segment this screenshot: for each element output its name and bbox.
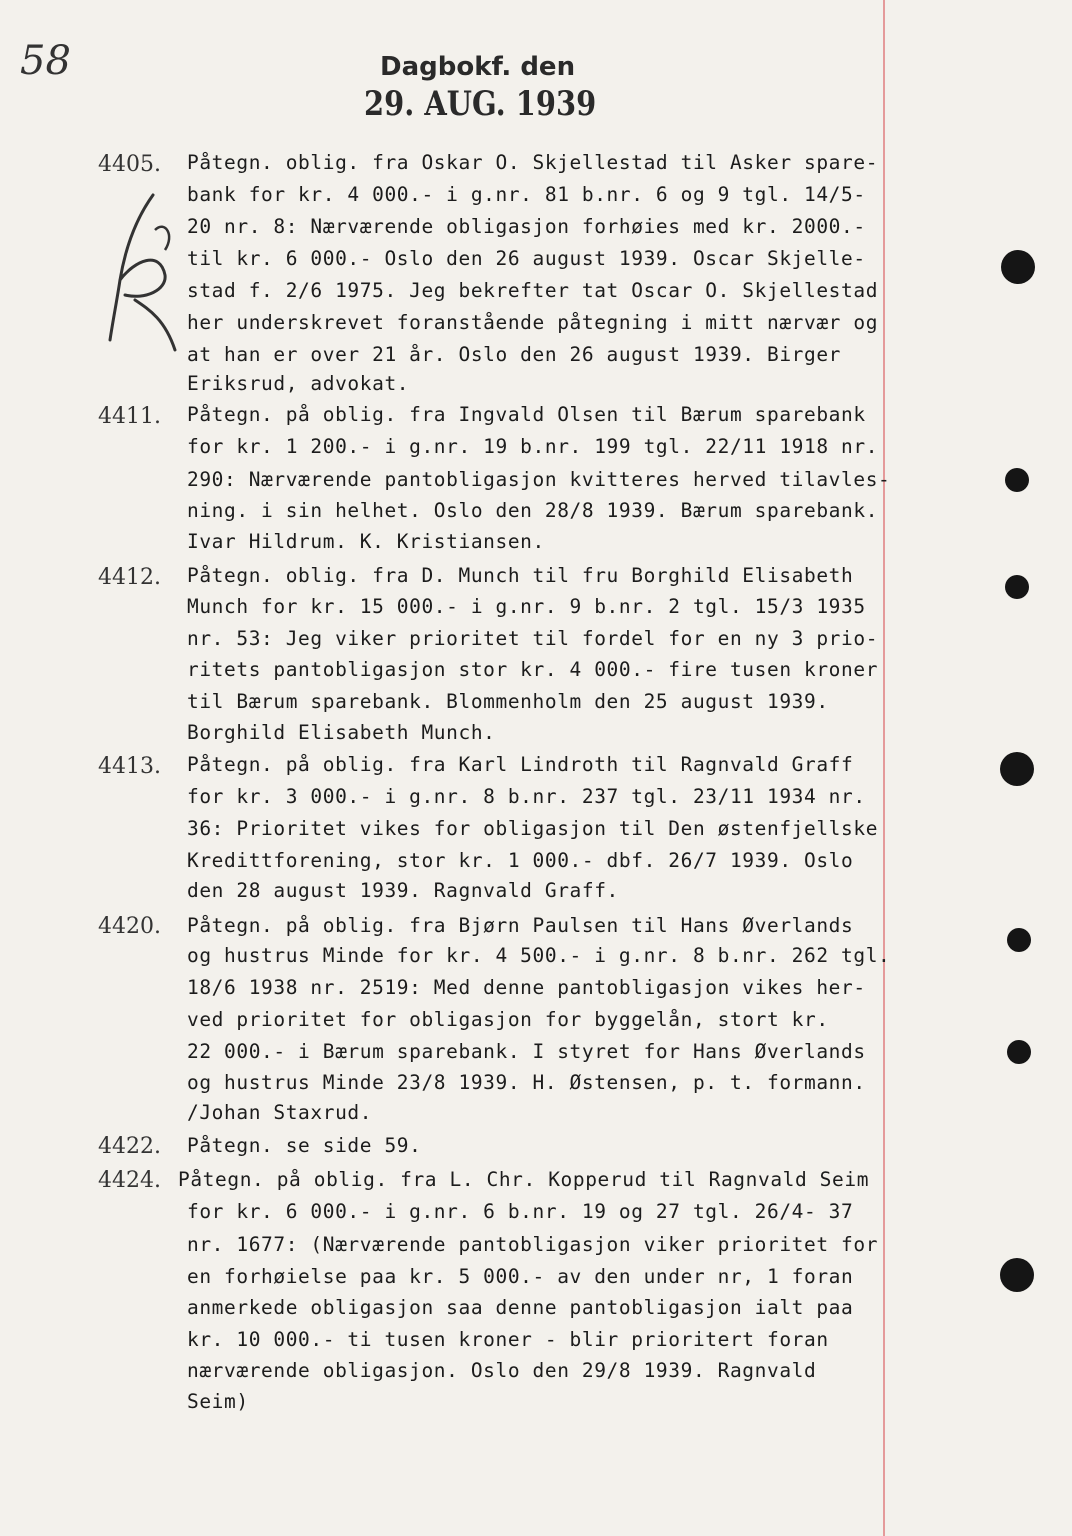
entry-line: nr. 1677: (Nærværende pantobligasjon viker prioritet for	[187, 1233, 879, 1256]
entry-line: Påtegn. på oblig. fra Karl Lindroth til Ragnvald Graff	[187, 753, 854, 776]
entry-line: Påtegn. på oblig. fra Bjørn Paulsen til Hans Øverlands	[187, 914, 854, 937]
entry-line: stad f. 2/6 1975. Jeg bekrefter tat Oscar O. Skjellestad	[187, 279, 879, 302]
entry-number: 4411.	[98, 404, 161, 429]
entry-line: Eriksrud, advokat.	[187, 372, 410, 395]
entry-line: og hustrus Minde for kr. 4 500.- i g.nr. 8 b.nr. 262 tgl.	[187, 944, 891, 967]
entry-line: bank for kr. 4 000.- i g.nr. 81 b.nr. 6 og 9 tgl. 14/5-	[187, 183, 866, 206]
entry-line: Borghild Elisabeth Munch.	[187, 721, 496, 744]
date-stamp-label: Dagbokf. den	[380, 52, 576, 82]
entry-line: Påtegn. på oblig. fra L. Chr. Kopperud til Ragnvald Seim	[178, 1168, 870, 1191]
entry-number: 4413.	[98, 754, 161, 779]
entry-line: en forhøielse paa kr. 5 000.- av den under nr, 1 foran	[187, 1265, 854, 1288]
entry-line: ved prioritet for obligasjon for byggelån, stort kr.	[187, 1008, 829, 1031]
entry-line: ning. i sin helhet. Oslo den 28/8 1939. Bærum sparebank.	[187, 499, 879, 522]
entry-line: nærværende obligasjon. Oslo den 29/8 1939. Ragnvald	[187, 1359, 817, 1382]
entry-line: for kr. 3 000.- i g.nr. 8 b.nr. 237 tgl. 23/11 1934 nr.	[187, 785, 866, 808]
entry-line: 290: Nærværende pantobligasjon kvitteres herved tilavles-	[187, 468, 891, 491]
entry-number: 4422.	[98, 1134, 161, 1159]
entry-line: at han er over 21 år. Oslo den 26 august 1939. Birger	[187, 343, 842, 366]
entry-number: 4420.	[98, 914, 161, 939]
entry-line: her underskrevet foranstående påtegning i mitt nærvær og	[187, 311, 879, 334]
page-number: 58	[20, 38, 71, 84]
entry-line: Kredittforening, stor kr. 1 000.- dbf. 26/7 1939. Oslo	[187, 849, 854, 872]
entry-number: 4424.	[98, 1168, 161, 1193]
entry-line: Påtegn. på oblig. fra Ingvald Olsen til Bærum sparebank	[187, 403, 866, 426]
date-stamp-date: 29. AUG. 1939	[364, 84, 597, 124]
entry-number: 4412.	[98, 565, 161, 590]
entry-line: Påtegn. oblig. fra D. Munch til fru Borghild Elisabeth	[187, 564, 854, 587]
entry-line: ritets pantobligasjon stor kr. 4 000.- fire tusen kroner	[187, 658, 879, 681]
entry-line: den 28 august 1939. Ragnvald Graff.	[187, 879, 619, 902]
entry-line: Munch for kr. 15 000.- i g.nr. 9 b.nr. 2 tgl. 15/3 1935	[187, 595, 866, 618]
entry-line: til Bærum sparebank. Blommenholm den 25 august 1939.	[187, 690, 829, 713]
entry-line: 22 000.- i Bærum sparebank. I styret for Hans Øverlands	[187, 1040, 866, 1063]
entry-line: /Johan Staxrud.	[187, 1101, 373, 1124]
entry-line: Ivar Hildrum. K. Kristiansen.	[187, 530, 545, 553]
entry-line: kr. 10 000.- ti tusen kroner - blir prioritert foran	[187, 1328, 829, 1351]
entry-line: og hustrus Minde 23/8 1939. H. Østensen, p. t. formann.	[187, 1071, 866, 1094]
entry-line: 36: Prioritet vikes for obligasjon til Den østenfjellske	[187, 817, 879, 840]
entry-line: 20 nr. 8: Nærværende obligasjon forhøies med kr. 2000.-	[187, 215, 866, 238]
entry-line: for kr. 1 200.- i g.nr. 19 b.nr. 199 tgl. 22/11 1918 nr.	[187, 435, 879, 458]
entry-line: anmerkede obligasjon saa denne pantobligasjon ialt paa	[187, 1296, 854, 1319]
entry-line: Seim)	[187, 1390, 249, 1413]
entry-line: for kr. 6 000.- i g.nr. 6 b.nr. 19 og 27 tgl. 26/4- 37	[187, 1200, 854, 1223]
entry-number: 4405.	[98, 152, 161, 177]
entry-line: Påtegn. oblig. fra Oskar O. Skjellestad til Asker spare-	[187, 151, 879, 174]
entry-line: 18/6 1938 nr. 2519: Med denne pantobligasjon vikes her-	[187, 976, 866, 999]
entry-line: Påtegn. se side 59.	[187, 1134, 422, 1157]
entry-line: nr. 53: Jeg viker prioritet til fordel for en ny 3 prio-	[187, 627, 879, 650]
entry-line: til kr. 6 000.- Oslo den 26 august 1939. Oscar Skjelle-	[187, 247, 866, 270]
